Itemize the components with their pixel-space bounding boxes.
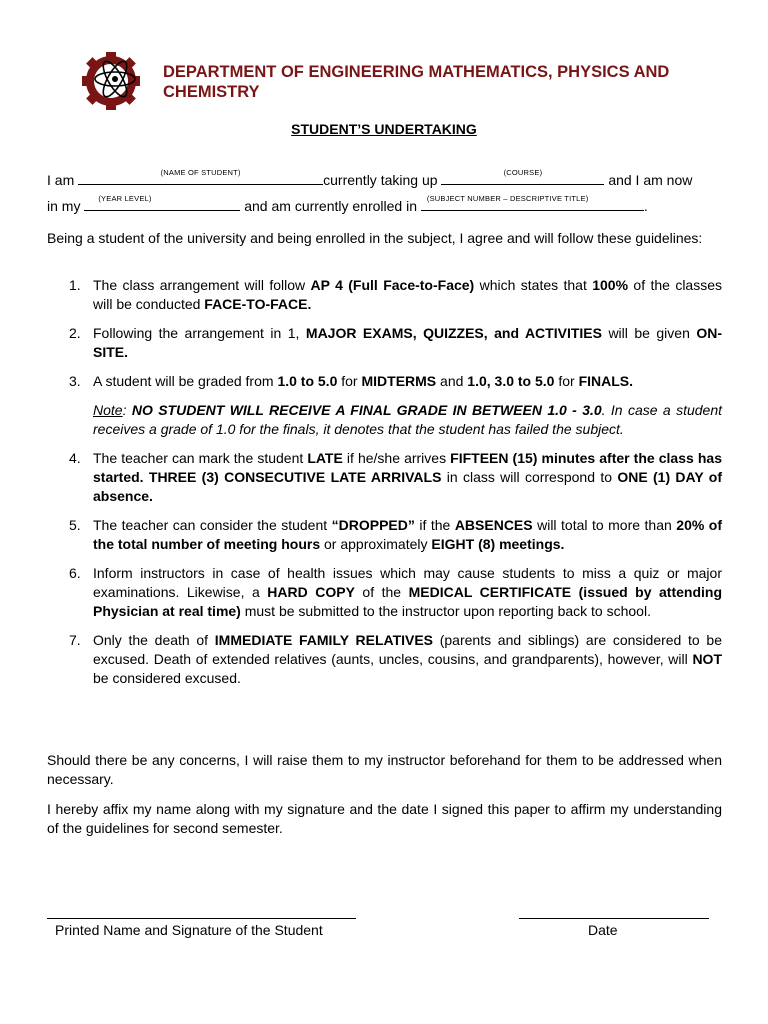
guideline-emphasis: ONE (1) DAY of absence. (93, 469, 722, 504)
guideline-emphasis: MIDTERMS (361, 373, 437, 389)
student-info-line-1 (47, 170, 723, 189)
guideline-item-2 (47, 324, 722, 362)
date-label: Date (588, 922, 618, 938)
department-logo (80, 50, 142, 112)
guideline-emphasis: FACE-TO-FACE. (204, 296, 312, 312)
guideline-emphasis: MEDICAL CERTIFICATE (issued by attending Physician at real time) (93, 584, 723, 619)
guideline-text: for (337, 373, 362, 389)
note-text: . In case a student receives a grade of 1.0 for the finals, it denotes that the student has failed the subject. (93, 402, 722, 437)
guideline-number: 2. (69, 325, 81, 341)
concerns-paragraph: Should there be any concerns, I will raise them to my instructor beforehand for them to be addressed when necessary. (47, 752, 722, 787)
note-colon: : (122, 402, 132, 418)
guideline-number: 1. (69, 277, 81, 293)
guideline-item-4 (47, 449, 722, 506)
guideline-number: 5. (69, 517, 81, 533)
note-emphasis: NO STUDENT WILL RECEIVE A FINAL GRADE IN BETWEEN 1.0 - 3.0 (131, 402, 602, 418)
department-title: DEPARTMENT OF ENGINEERING MATHEMATICS, PHYSICS AND CHEMISTRY (163, 63, 670, 101)
guideline-text: will be given (601, 325, 697, 341)
enrolled-text: and am currently enrolled in (244, 198, 417, 214)
taking-text: currently taking up (323, 172, 438, 188)
guideline-emphasis: 20% of the total number of meeting hours (93, 517, 723, 552)
guideline-emphasis: ABSENCES (454, 517, 533, 533)
guideline-text: must be submitted to the instructor upon reporting back to school. (240, 603, 651, 619)
guideline-text: (parents and siblings) are considered to be excused. Death of extended relatives (aunts, uncles, cousins, and grandparents), however, will (93, 632, 722, 667)
guideline-text: A student will be graded from (93, 373, 278, 389)
guideline-text: Following the arrangement in 1, (93, 325, 306, 341)
date-line[interactable] (519, 918, 709, 919)
course-hint: (COURSE) (503, 168, 543, 177)
student-signature-line[interactable] (47, 918, 356, 919)
guideline-text: The class arrangement will follow (93, 277, 311, 293)
guideline-emphasis: 1.0 to 5.0 (277, 373, 338, 389)
guideline-text: if the (414, 517, 455, 533)
guideline-text: if he/she arrives (342, 450, 451, 466)
guideline-text: Inform instructors in case of health issues which may cause students to miss a quiz or major examinations. Likewise, a (93, 565, 722, 600)
document-title: STUDENT’S UNDERTAKING (291, 121, 477, 137)
intro-paragraph: Being a student of the university and being enrolled in the subject, I agree and will follow these guidelines: (47, 230, 703, 246)
year-level-hint: (YEAR LEVEL) (98, 194, 152, 203)
subject-hint: (SUBJECT NUMBER – DESCRIPTIVE TITLE) (426, 194, 589, 203)
guideline-emphasis: IMMEDIATE FAMILY RELATIVES (214, 632, 434, 648)
guideline-emphasis: 1.0, 3.0 to 5.0 (467, 373, 555, 389)
in-my-text: in my (47, 198, 81, 214)
student-signature-label: Printed Name and Signature of the Student (55, 922, 323, 938)
guideline-emphasis: AP 4 (Full Face-to-Face) (310, 277, 475, 293)
guideline-number: 6. (69, 565, 81, 581)
affirmation-paragraph: I hereby affix my name along with my signature and the date I signed this paper to affirm my understanding of the guidelines for second semester. (47, 801, 722, 836)
line-end-period: . (643, 198, 648, 214)
guideline-emphasis: FIFTEEN (15) minutes after the class has started. THREE (3) CONSECUTIVE LATE ARRIVALS (93, 450, 722, 485)
guideline-number: 7. (69, 632, 81, 648)
guideline-emphasis: HARD COPY (267, 584, 355, 600)
subject-field[interactable] (421, 196, 644, 211)
student-name-field[interactable] (78, 170, 323, 185)
guideline-emphasis: “DROPPED” (331, 517, 415, 533)
guideline-item-5 (47, 516, 722, 554)
guideline-text: of the classes will be conducted (93, 277, 722, 312)
note-label: Note (93, 402, 123, 418)
guideline-text: which states that (474, 277, 593, 293)
guideline-emphasis: FINALS. (578, 373, 634, 389)
guideline-text: in class will correspond to (441, 469, 618, 485)
guideline-item-3 (47, 372, 722, 439)
guideline-text: Only the death of (93, 632, 215, 648)
guideline-text: The teacher can consider the student (93, 517, 332, 533)
guidelines-list (47, 276, 722, 698)
guideline-item-1 (47, 276, 722, 314)
guideline-text: and (436, 373, 468, 389)
and-now-text: and I am now (608, 172, 693, 188)
grading-note (93, 401, 722, 439)
student-info-line-2 (47, 196, 723, 215)
guideline-item-7 (47, 631, 722, 688)
year-level-field[interactable] (84, 196, 240, 211)
guideline-text: for (554, 373, 579, 389)
guideline-text: The teacher can mark the student (93, 450, 308, 466)
guideline-emphasis: 100% (592, 277, 629, 293)
course-field[interactable] (441, 170, 604, 185)
guideline-emphasis: LATE (307, 450, 343, 466)
guideline-number: 3. (69, 373, 81, 389)
guideline-text: be considered excused. (93, 670, 241, 686)
guideline-text: or approximately (320, 536, 432, 552)
guideline-item-6 (47, 564, 722, 621)
guideline-emphasis: MAJOR EXAMS, QUIZZES, and ACTIVITIES (305, 325, 602, 341)
guideline-text: of the (354, 584, 409, 600)
guideline-emphasis: NOT (692, 651, 722, 667)
i-am-text: I am (47, 172, 75, 188)
guideline-emphasis: EIGHT (8) meetings. (431, 536, 565, 552)
guideline-text: will total to more than (532, 517, 677, 533)
guideline-number: 4. (69, 450, 81, 466)
student-name-hint: (NAME OF STUDENT) (160, 168, 241, 177)
guideline-emphasis: ON-SITE. (93, 325, 723, 360)
